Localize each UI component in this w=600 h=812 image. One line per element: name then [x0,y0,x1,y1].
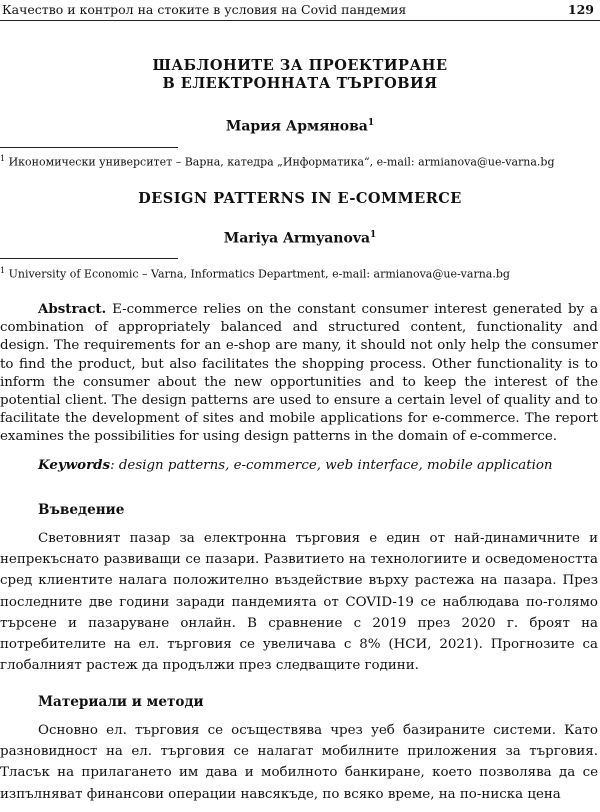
en-title: DESIGN PATTERNS IN E-COMMERCE [138,190,462,207]
bg-footnote-text: Икономически университет – Варна, катедра „Информатика“, e-mail: armianova@ue-varna.bg [8,155,555,169]
running-head [0,0,600,21]
page-number: 129 [567,2,594,17]
keywords-label: Keywords [38,457,111,473]
bg-author-name: Мария Армянова [225,118,368,135]
bg-title-line-2: В ЕЛЕКТРОННАТА ТЪРГОВИЯ [162,75,438,92]
bg-footnote [0,152,554,169]
bg-author-mark: 1 [367,118,375,128]
bg-author [0,118,600,135]
en-footnote-text: University of Economic – Varna, Informatics Department, e-mail: armianova@ue-varna.bg [8,267,510,281]
section-heading-materials: Материали и методи [38,694,204,710]
section-body-introduction: Световният пазар за електронна търговия е един от най-динамичните и непрекъснато развиващи се пазари. Развитието на технологиите и осведомеността сред клиентите налага положително въздействие върху растежа на пазара. През последните две години заради пандемията от COVID-19 се наблюдава по-голямо търсене и пазаруване онлайн. В сравнение с 2019 през 2020 г. броят на потребителите на ел. търговия се увеличава с 8% (НСИ, 2021). Прогнозите са глобалният растеж да продължи през следващите години. [0,531,598,674]
en-author-name: Mariya Armyanova [223,230,371,247]
en-author [0,230,600,247]
en-author-mark: 1 [370,230,377,240]
en-footnote-mark: 1 [0,266,6,275]
keywords-list: : design patterns, e-commerce, web interface, mobile application [110,458,553,473]
abstract [0,300,598,447]
abstract-text: E-commerce relies on the constant consumer interest generated by a combination of appropriately balanced and structured content, functionality and design. The requirements for an e-shop are many, it should not only help the consumer to find the product, but also facilitates the shopping process. Other functionality is to inform the consumer about the new opportunities and to keep the interest of the potential client. The design patterns are used to ensure a certain level of quality and to facilitate the development of sites and mobile applications for e-commerce. The report examines the possibilities for using design patterns in the domain of e-commerce. [0,302,598,445]
bg-title-line-1: ШАБЛОНИТЕ ЗА ПРОЕКТИРАНЕ [152,57,448,74]
en-footnote [0,264,510,281]
bg-footnote-rule [0,147,178,148]
bg-title [0,57,600,93]
section-heading-introduction: Въведение [38,502,125,518]
bg-footnote-mark: 1 [0,154,6,163]
keywords [38,457,553,473]
section-body-materials: Основно ел. търговия се осъществява чрез уеб базираните системи. Като разновидност на ел. търговия се налагат мобилните приложения за търговия. Тласък на прилагането им дава и мобилното банкиране, което позволява да се изпълняват финансови операции навсякъде, по всяко време, на по-ниска цена [0,723,598,802]
abstract-label: Abstract. [38,301,107,317]
running-head-title: Качество и контрол на стоките в условия на Covid пандемия [2,2,407,17]
en-footnote-rule [0,258,178,259]
